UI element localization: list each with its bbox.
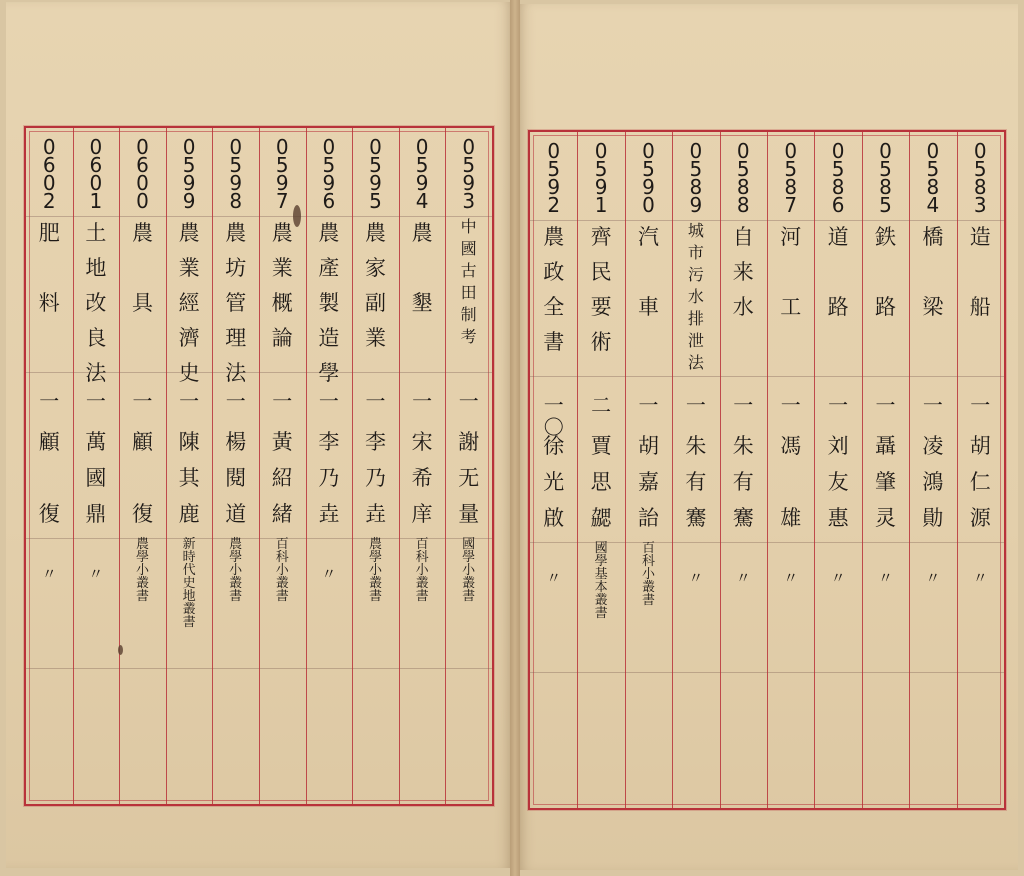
entry-series: 農 學 小 叢 書 xyxy=(229,537,243,604)
catalog-entry xyxy=(119,128,166,804)
catalog-entry xyxy=(445,128,492,804)
entry-title: 農 家 副 業 xyxy=(364,221,386,350)
entry-volumes: 一 xyxy=(733,393,754,417)
entry-series: 百 科 小 叢 書 xyxy=(275,537,289,604)
entry-title: 農 政 全 書 xyxy=(543,225,565,354)
entry-author: 刘 友 惠 xyxy=(827,434,849,530)
entry-author: 馮 雄 xyxy=(780,434,802,530)
entry-author: 宋 希 庠 xyxy=(411,430,433,526)
entry-volumes: 一 xyxy=(922,393,943,417)
entry-title: 農 產 製 造 學 xyxy=(318,221,340,385)
entry-volumes: 一 xyxy=(875,393,896,417)
entry-title: 農 具 xyxy=(131,221,153,315)
entry-number: 0 5 9 6 xyxy=(322,135,336,213)
entry-series: 〃 xyxy=(877,569,893,587)
catalog-entry xyxy=(352,128,399,804)
entry-volumes: 一 xyxy=(970,393,991,417)
ink-stain xyxy=(118,645,123,655)
entry-volumes: 一 xyxy=(39,389,60,413)
entry-series: 〃 xyxy=(735,569,751,587)
entry-number: 0 5 9 0 xyxy=(642,139,655,217)
entry-title: 道 路 xyxy=(827,225,849,319)
catalog-table-left xyxy=(24,126,494,806)
book-gutter xyxy=(510,0,520,876)
entry-series: 〃 xyxy=(688,569,704,587)
catalog-entry xyxy=(767,132,814,808)
entry-series: 〃 xyxy=(321,565,337,583)
entry-series: 國 學 基 本 叢 書 xyxy=(594,541,608,621)
entry-number: 0 5 9 5 xyxy=(369,135,382,213)
entry-volumes: 一 xyxy=(272,389,293,413)
catalog-entry xyxy=(720,132,767,808)
entry-author: 李 乃 垚 xyxy=(364,430,386,526)
entry-series: 〃 xyxy=(88,565,104,583)
entry-volumes: 一 xyxy=(828,393,849,417)
entry-number: 0 6 0 1 xyxy=(89,135,103,213)
catalog-entry xyxy=(306,128,353,804)
entry-author: 徐 光 啟 xyxy=(543,434,565,530)
entry-number: 0 5 9 2 xyxy=(547,139,561,217)
entry-number: 0 5 9 7 xyxy=(275,135,289,213)
catalog-entry xyxy=(73,128,120,804)
entry-number: 0 5 9 1 xyxy=(594,139,608,217)
entry-title: 橋 梁 xyxy=(922,225,944,319)
entry-series: 百 科 小 叢 書 xyxy=(641,541,655,608)
catalog-entry xyxy=(814,132,861,808)
entry-author: 顧 復 xyxy=(131,430,153,526)
entry-title: 河 工 xyxy=(780,225,802,319)
entry-title: 農 坊 管 理 法 xyxy=(225,221,247,385)
catalog-table-right xyxy=(528,130,1006,810)
entry-number: 0 5 9 8 xyxy=(229,135,243,213)
entry-number: 0 6 0 2 xyxy=(42,135,56,213)
entry-volumes: 一 xyxy=(179,389,200,413)
catalog-entry xyxy=(212,128,259,804)
entry-series: 〃 xyxy=(783,569,799,587)
entry-title: 肥 料 xyxy=(38,221,60,315)
entry-volumes: 一 xyxy=(225,389,246,413)
entry-title: 農 墾 xyxy=(411,221,433,315)
entry-volumes: 一 xyxy=(365,389,386,413)
entry-volumes: 二 xyxy=(591,393,612,417)
catalog-entry xyxy=(625,132,672,808)
entry-title: 造 船 xyxy=(969,225,991,319)
catalog-entry xyxy=(166,128,213,804)
entry-number: 0 5 8 4 xyxy=(926,139,940,217)
entry-number: 0 5 8 9 xyxy=(689,139,703,217)
entry-volumes: 一 xyxy=(458,389,479,413)
entry-series: 農 學 小 叢 書 xyxy=(368,537,382,604)
catalog-entry xyxy=(577,132,624,808)
entry-author: 聶 肇 灵 xyxy=(874,434,896,530)
entry-number: 0 5 8 8 xyxy=(736,139,750,217)
entry-series: 〃 xyxy=(972,569,988,587)
entry-author: 顧 復 xyxy=(38,430,60,526)
entry-volumes: 一 〇 xyxy=(543,393,564,439)
entry-author: 胡 仁 源 xyxy=(969,434,991,530)
entry-author: 朱 有 騫 xyxy=(732,434,754,530)
entry-number: 0 6 0 0 xyxy=(136,135,149,213)
entry-number: 0 5 8 5 xyxy=(879,139,892,217)
entry-series: 〃 xyxy=(41,565,57,583)
entry-title: 自 来 水 xyxy=(732,225,754,319)
entry-author: 凌 鴻 勛 xyxy=(922,434,944,530)
entry-title: 農 業 經 濟 史 xyxy=(178,221,200,385)
entry-author: 黃 紹 緒 xyxy=(271,430,293,526)
entry-volumes: 一 xyxy=(638,393,659,417)
entry-volumes: 一 xyxy=(780,393,801,417)
entry-series: 國 學 小 叢 書 xyxy=(462,537,476,604)
entry-series: 〃 xyxy=(546,569,562,587)
entry-number: 0 5 9 9 xyxy=(182,135,196,213)
entry-title: 齊 民 要 術 xyxy=(590,225,612,354)
entry-volumes: 一 xyxy=(318,389,339,413)
catalog-entry xyxy=(672,132,719,808)
entry-series: 百 科 小 叢 書 xyxy=(415,537,429,604)
entry-author: 萬 國 鼎 xyxy=(85,430,107,526)
catalog-entry xyxy=(957,132,1004,808)
entry-title: 土 地 改 良 法 xyxy=(85,221,107,385)
entry-title: 城 市 污 水 排 泄 法 xyxy=(687,221,704,372)
catalog-entry xyxy=(26,128,73,804)
entry-series: 〃 xyxy=(925,569,941,587)
entry-title: 農 業 概 論 xyxy=(271,221,293,350)
entry-volumes: 一 xyxy=(132,389,153,413)
entry-number: 0 5 8 6 xyxy=(831,139,845,217)
catalog-entry xyxy=(399,128,446,804)
catalog-entry xyxy=(259,128,306,804)
entry-author: 賈 思 勰 xyxy=(590,434,612,530)
entry-volumes: 一 xyxy=(412,389,433,413)
ink-stain xyxy=(293,205,301,227)
entry-author: 楊 閱 道 xyxy=(225,430,247,526)
entry-number: 0 5 9 4 xyxy=(415,135,429,213)
catalog-entry xyxy=(909,132,956,808)
entry-number: 0 5 9 3 xyxy=(462,135,476,213)
entry-title: 汽 車 xyxy=(637,225,659,319)
entry-volumes: 一 xyxy=(685,393,706,417)
entry-author: 朱 有 騫 xyxy=(685,434,707,530)
catalog-entry xyxy=(862,132,909,808)
entry-series: 新 時 代 史 地 叢 書 xyxy=(182,537,196,630)
entry-series: 〃 xyxy=(830,569,846,587)
entry-author: 陳 其 鹿 xyxy=(178,430,200,526)
entry-author: 胡 嘉 詒 xyxy=(637,434,659,530)
catalog-entry xyxy=(530,132,577,808)
entry-number: 0 5 8 7 xyxy=(784,139,798,217)
entry-author: 謝 无 量 xyxy=(458,430,480,526)
entry-series: 農 學 小 叢 書 xyxy=(135,537,149,604)
entry-number: 0 5 8 3 xyxy=(973,139,987,217)
entry-author: 李 乃 垚 xyxy=(318,430,340,526)
entry-volumes: 一 xyxy=(85,389,106,413)
entry-title: 中 國 古 田 制 考 xyxy=(460,217,477,346)
entry-title: 鉄 路 xyxy=(874,225,896,319)
